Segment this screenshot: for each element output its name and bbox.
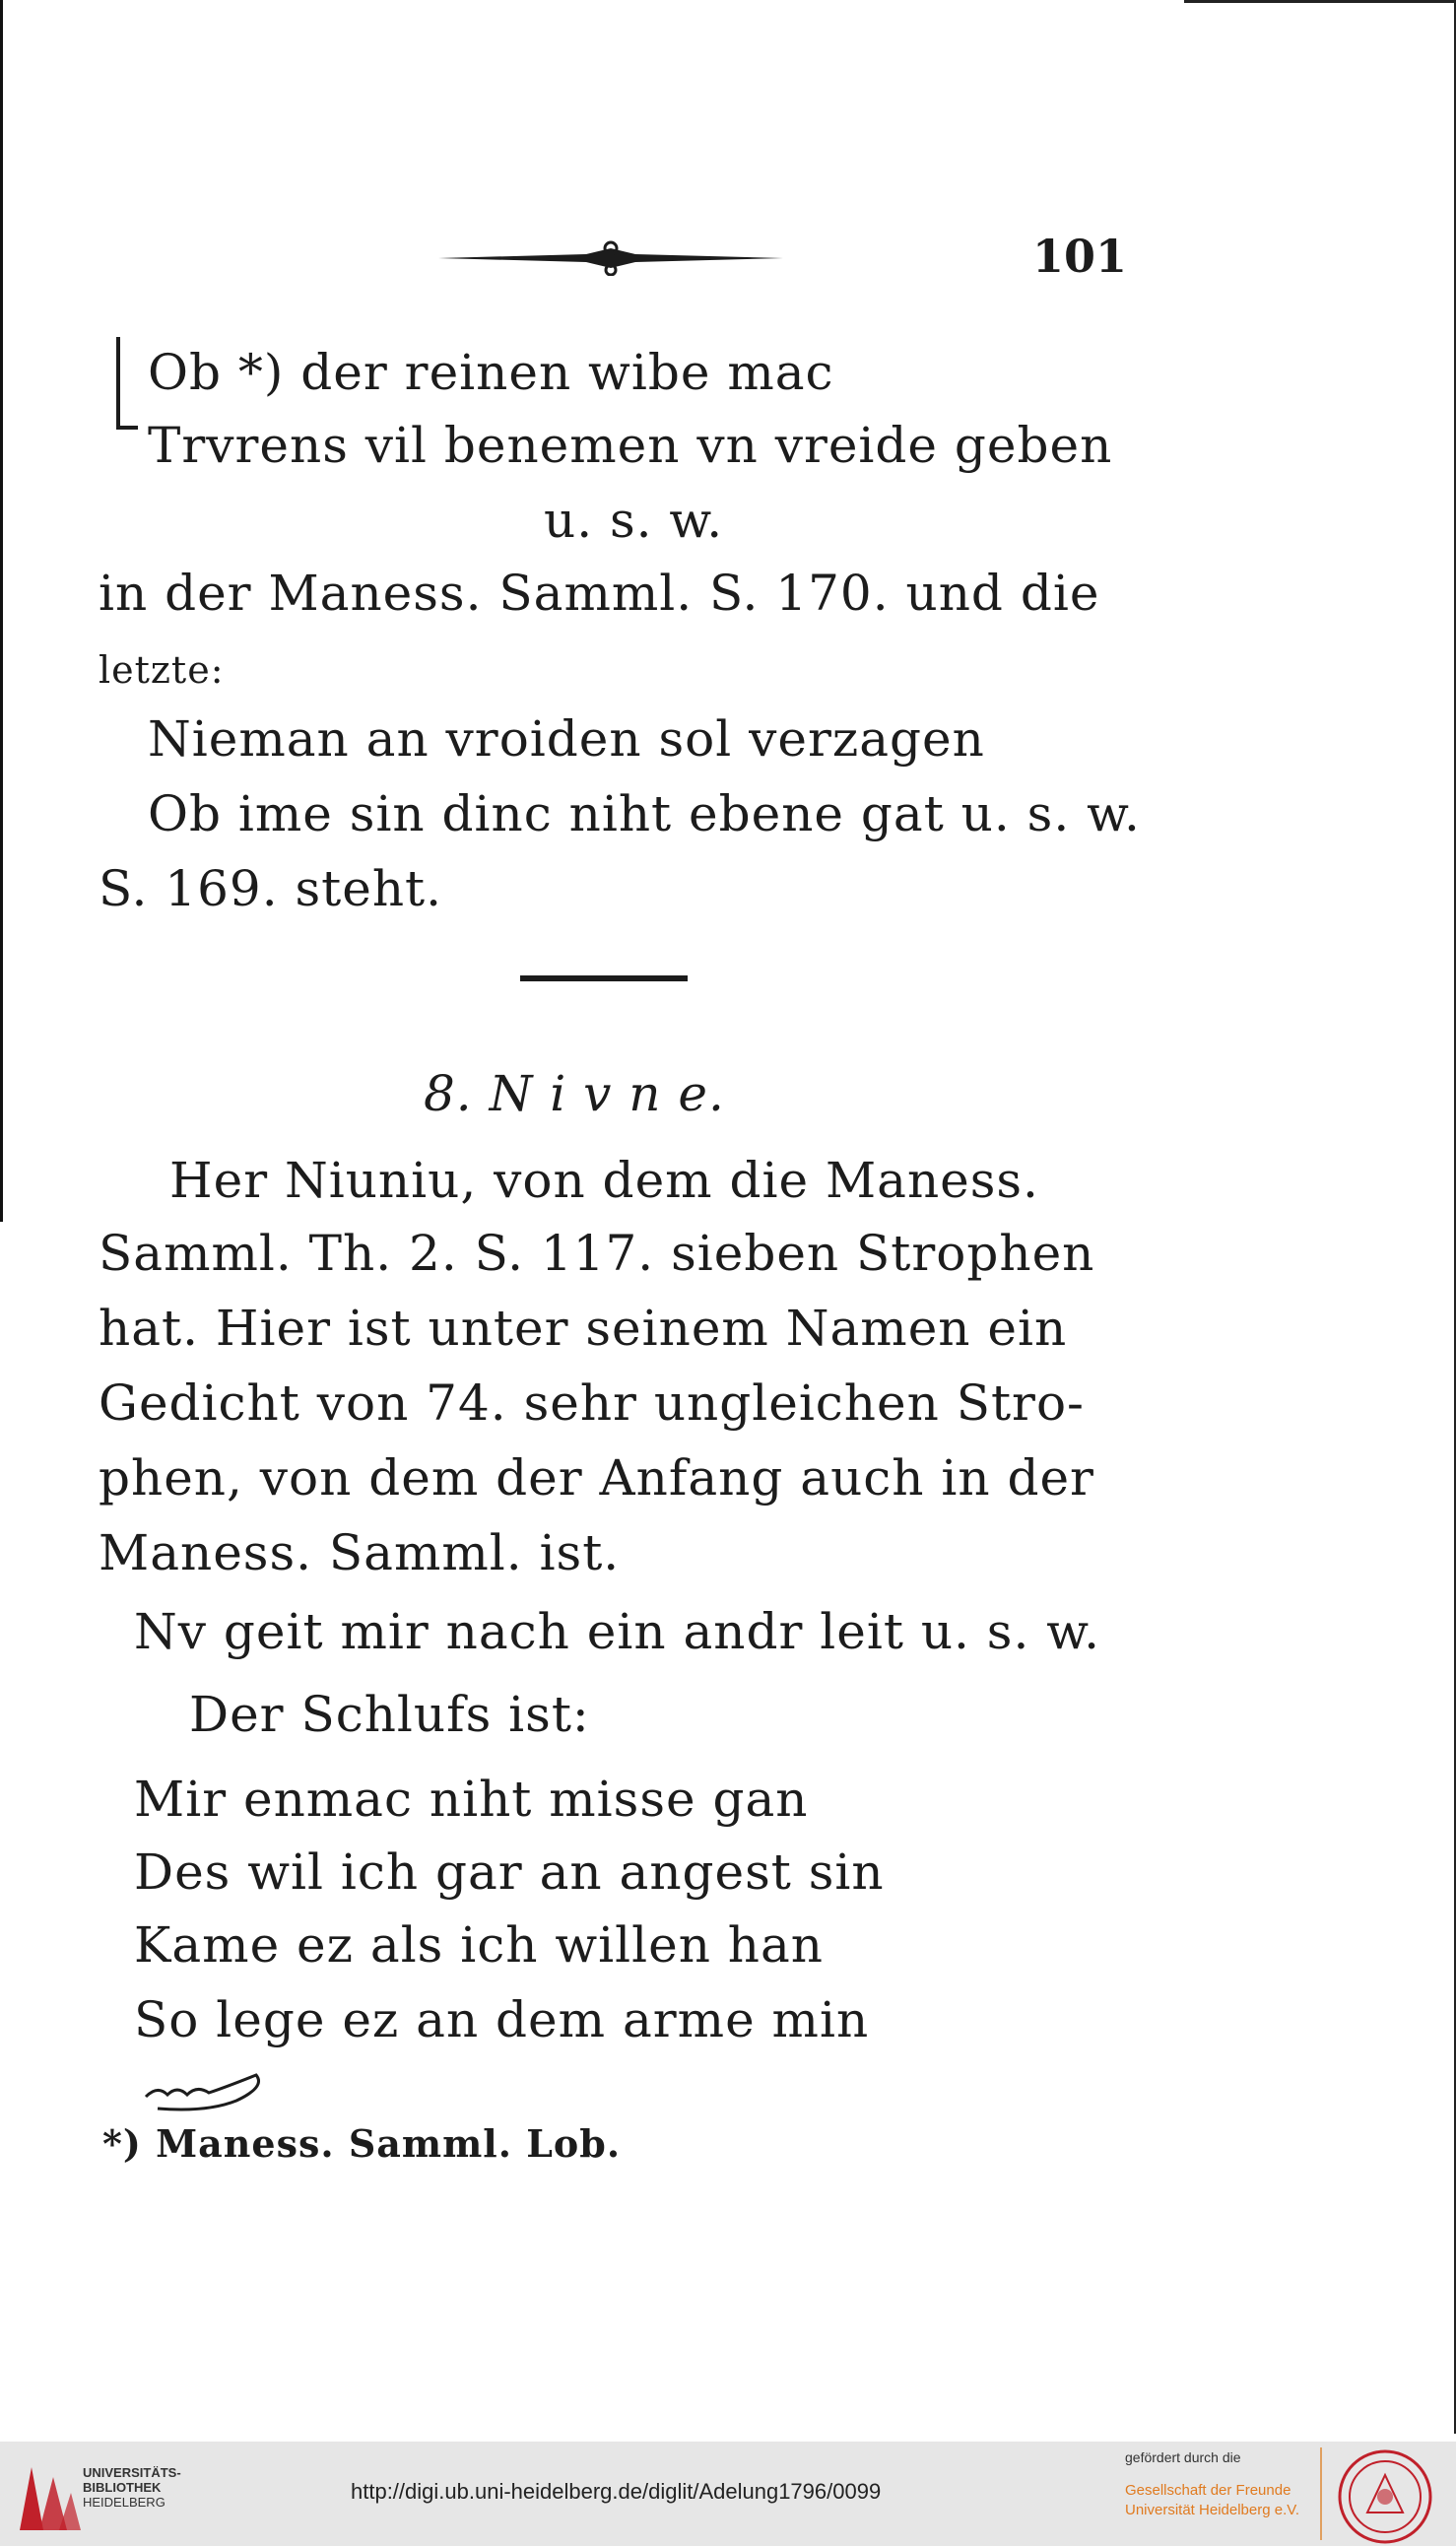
text-line: Des wil ich gar an angest sin — [134, 1843, 885, 1901]
text-line: in der Maness. Samml. S. 170. und die — [99, 565, 1100, 622]
text-line: Trvrens vil benemen vn vreide geben — [148, 417, 1113, 474]
permalink-url[interactable]: http://digi.ub.uni-heidelberg.de/diglit/Adelung1796/0099 — [351, 2479, 882, 2504]
text-line: Samml. Th. 2. S. 117. sieben Strophen — [99, 1225, 1095, 1282]
text-line: Kame ez als ich willen han — [134, 1916, 824, 1974]
text-line: Ob *) der reinen wibe mac — [148, 344, 834, 401]
footnote: *) Maness. Samml. Lob. — [102, 2121, 622, 2166]
society-name: Gesellschaft der Freunde Universität Heidelberg e.V. — [1125, 2482, 1300, 2518]
text-line: Nv geit mir nach ein andr leit u. s. w. — [134, 1603, 1101, 1660]
text-line: u. s. w. — [544, 492, 724, 549]
text-line: Ob ime sin dinc niht ebene gat u. s. w. — [148, 785, 1141, 842]
page-number: 101 — [1032, 230, 1128, 283]
library-logo-icon — [14, 2453, 83, 2536]
funded-by-label: gefördert durch die — [1125, 2449, 1241, 2465]
text-line: Der Schlufs ist: — [189, 1686, 590, 1743]
university-seal-icon — [1336, 2447, 1434, 2546]
bracket-mark — [116, 337, 138, 430]
ornament-icon — [438, 240, 783, 276]
footer-divider — [1320, 2447, 1322, 2540]
text-line: Nieman an vroiden sol verzagen — [148, 710, 985, 768]
footer-bar — [0, 2442, 1456, 2546]
text-line: Mir enmac niht misse gan — [134, 1771, 809, 1828]
text-line: letzte: — [99, 648, 225, 692]
text-line: Gedicht von 74. sehr ungleichen Stro- — [99, 1374, 1085, 1432]
section-divider — [520, 975, 688, 981]
text-line: So lege ez an dem arme min — [134, 1991, 870, 2048]
text-line: Maness. Samml. ist. — [99, 1524, 621, 1581]
handwritten-mark-icon — [138, 2057, 276, 2116]
text-line: S. 169. steht. — [99, 860, 443, 917]
text-line: phen, von dem der Anfang auch in der — [99, 1449, 1094, 1507]
section-heading: 8. N i v n e. — [424, 1065, 725, 1122]
library-name: UNIVERSITÄTS- BIBLIOTHEK HEIDELBERG — [83, 2465, 181, 2510]
text-line: hat. Hier ist unter seinem Namen ein — [99, 1300, 1068, 1357]
text-line: Her Niuniu, von dem die Maness. — [169, 1152, 1039, 1209]
